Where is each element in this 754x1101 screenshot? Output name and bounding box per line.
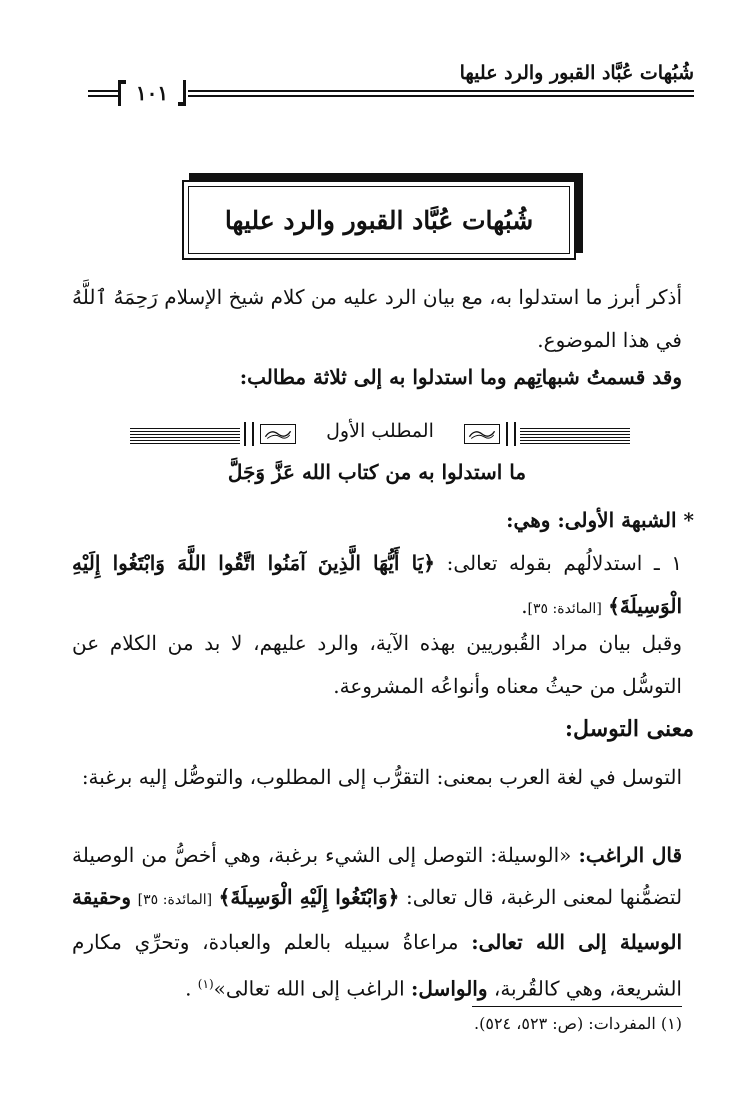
intro-divisions: وقد قسمتُ شبهاتِهم وما استدلوا به إلى ثلاثة مطالب:	[239, 365, 682, 389]
verse-reference: [المائدة: ٣٥]	[527, 601, 602, 617]
section-divider	[130, 416, 630, 452]
footnote-rule	[472, 1006, 682, 1007]
raghib-label3: والواسل:	[411, 976, 488, 1001]
footnote: (١) المفردات: (ص: ٥٢٣، ٥٢٤).	[474, 1014, 682, 1033]
quran-verse: ﴿يَا أَيُّهَا الَّذِينَ آمَنُوا اتَّقُوا اللَّهَ وَابْتَغُوا إِلَيْهِ الْوَسِيلَةَ﴾	[72, 551, 682, 618]
divider-lines-right	[520, 428, 630, 444]
meaning-text: التوسل في لغة العرب بمعنى: التقرُّب إلى المطلوب، والتوصُّل إليه برغبة:	[81, 765, 682, 789]
pre-explanation-paragraph: وقبل بيان مراد القُبوريين بهذه الآية، والرد عليهم، لا بد من الكلام عن التوسُّل من حيثُ معناه وأنواعُه المشروعة.	[72, 631, 682, 698]
shubha-item-prefix: ١ ـ استدلالُهم بقوله تعالى:	[446, 551, 683, 575]
chapter-title-frame	[188, 186, 570, 254]
intro-paragraph: أذكر أبرز ما استدلوا به، مع بيان الرد عليه من كلام شيخ الإسلام رَحِمَهُ ٱللَّهُ في هذا الموضوع.	[72, 285, 683, 352]
header-rule	[188, 90, 694, 97]
footnote-marker: (١)	[197, 977, 214, 991]
running-title: شُبُهات عُبَّاد القبور والرد عليها	[459, 62, 694, 84]
section-subtitle: ما استدلوا به من كتاب الله عَزَّ وَجَلَّ	[227, 460, 527, 484]
shubha-item-end: .	[521, 594, 528, 618]
raghib-quote	[72, 834, 682, 1010]
raghib-label: قال الراغب:	[578, 843, 683, 867]
raghib-label2: وحقيقة الوسيلة إلى الله تعالى:	[72, 885, 683, 954]
page-number: ١٠١	[118, 80, 186, 106]
raghib-text3: الراغب إلى الله تعالى»	[213, 976, 405, 1001]
raghib-end: .	[185, 976, 192, 1001]
chapter-title: شُبُهات عُبَّاد القبور والرد عليها	[224, 205, 534, 235]
shubha-item	[72, 542, 682, 631]
divider-bars-right	[506, 422, 516, 446]
raghib-text2: مراعاةُ سبيله بالعلم والعبادة، وتحرِّي مكارم الشريعة، وهي كالقُربة،	[72, 930, 682, 1001]
header-rule-left	[88, 90, 118, 97]
quran-verse-2: ﴿وَابْتَغُوا إِلَيْهِ الْوَسِيلَةَ﴾	[218, 885, 400, 909]
shubha-heading: * الشبهة الأولى: وهي:	[506, 508, 694, 532]
raghib-text1: «الوسيلة: التوصل إلى الشيء برغبة، وهي أخصُّ من الوصيلة لتضمُّنها لمعنى الرغبة، قال تعالى:	[72, 843, 683, 909]
chapter-title-box	[182, 180, 576, 260]
meaning-heading: معنى التوسل:	[564, 716, 694, 742]
verse-reference-2: [المائدة: ٣٥]	[137, 892, 213, 908]
section-label: المطلب الأول	[326, 420, 434, 442]
ornament-right-icon	[464, 424, 500, 444]
